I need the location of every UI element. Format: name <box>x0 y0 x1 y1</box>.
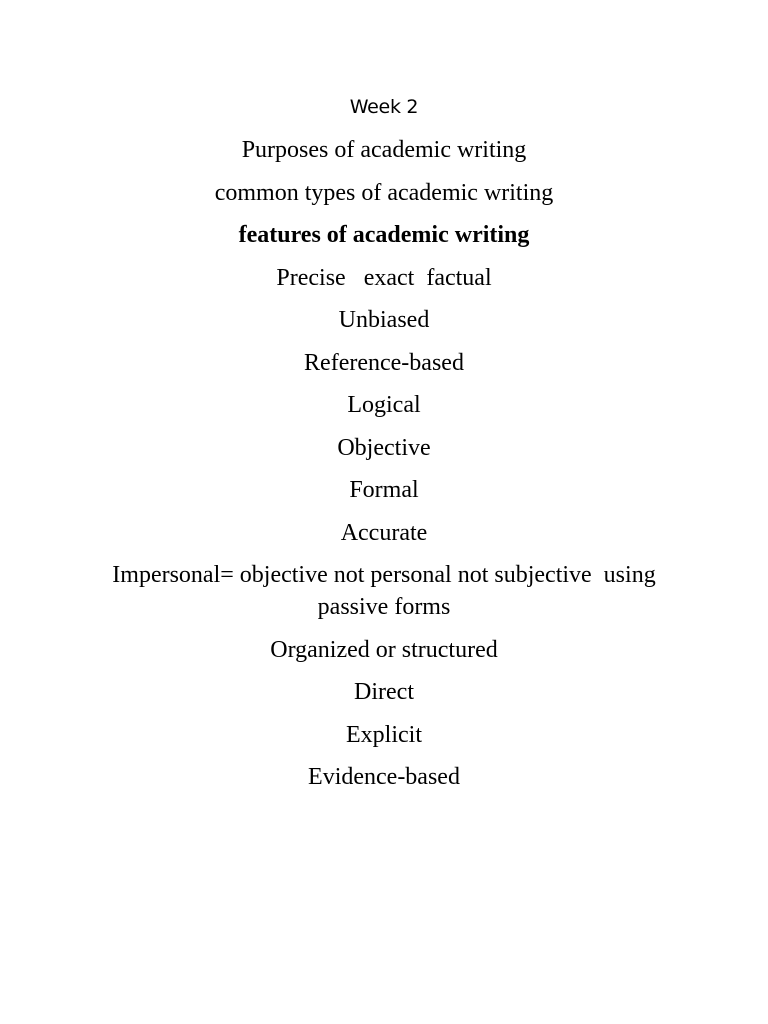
line-accurate: Accurate <box>340 519 428 546</box>
line-formal: Formal <box>349 477 419 503</box>
line-evidence-based: Evidence-based <box>308 764 460 790</box>
line-objective: Objective <box>337 434 431 461</box>
week-heading: Week 2 <box>349 96 419 118</box>
line-logical: Logical <box>347 392 421 418</box>
line-unbiased: Unbiased <box>338 307 430 333</box>
line-direct: Direct <box>354 679 414 705</box>
line-reference-based: Reference-based <box>304 349 464 376</box>
document-body <box>90 134 678 804</box>
line-features-heading: features of academic writing <box>238 222 530 248</box>
line-impersonal: Impersonal= objective not personal not subjective using passive forms <box>112 562 662 620</box>
line-precise: Precise exact factual <box>276 264 492 291</box>
line-purposes: Purposes of academic writing <box>241 137 527 163</box>
line-common-types: common types of academic writing <box>214 179 554 206</box>
line-explicit: Explicit <box>346 721 422 748</box>
line-organized: Organized or structured <box>270 636 498 663</box>
